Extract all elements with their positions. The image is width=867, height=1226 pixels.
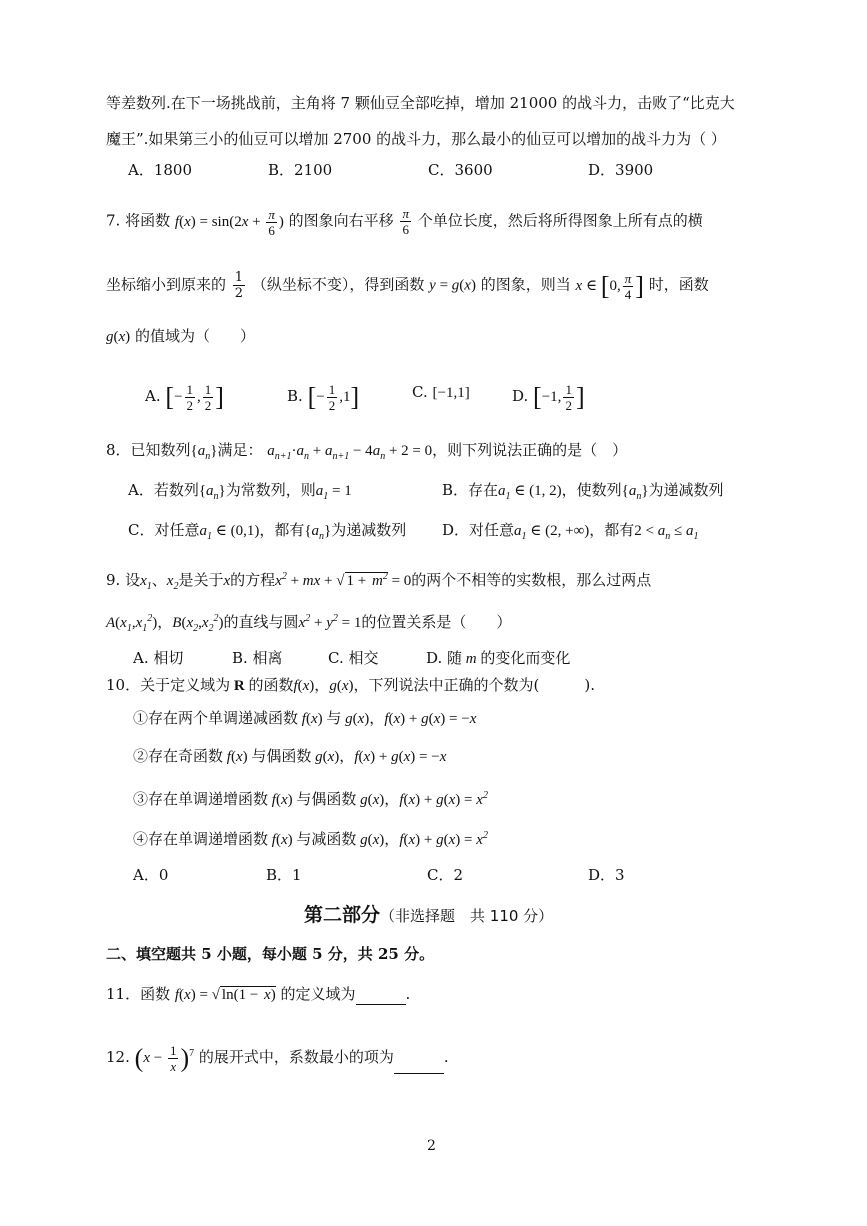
page-number: 2 <box>427 1138 436 1154</box>
q8-option-a-text-b: 为常数列，则 <box>225 481 316 499</box>
q9-stem <box>106 567 651 597</box>
q6-option-a: A．1800 <box>128 161 193 179</box>
q9-option-b: B. 相离 <box>232 649 283 667</box>
q7-g-x: g(x) <box>106 329 131 345</box>
q9-option-d-tail: 的变化而变化 <box>480 649 571 667</box>
q8-option-d-text-a: D．对任意 <box>442 521 515 539</box>
q7-option-b <box>287 382 359 413</box>
part2-heading <box>304 900 553 927</box>
q8-option-b <box>442 480 724 507</box>
q7-option-d-math: [−1, $\frac{1}{2}$ ] <box>533 382 585 413</box>
q10-item1-text: ①存在两个单调递减函数 <box>133 709 299 727</box>
q10-f: f(x) <box>293 678 315 694</box>
q8-option-d-text-b: ，都有 <box>589 521 635 539</box>
q8-seq: $\{a_n\}$ <box>190 443 218 462</box>
q9-stem-b: 、 <box>151 571 167 589</box>
q7-option-b-label: B. <box>287 386 303 405</box>
q9-stem-a: 9. 设 <box>106 571 141 589</box>
q6-text-line1: 等差数列.在下一场挑战前，主角将 7 颗仙豆全部吃掉，增加 21000 的战斗力，击败了“比克大 <box>106 94 735 112</box>
q10-item4-eq: $f(x) + g(x) = x^2$ <box>399 830 488 848</box>
q9-line2 <box>106 609 511 639</box>
q7-option-c-math: [−1,1] <box>432 385 470 401</box>
q10-item1-eq: f(x) + g(x) = −x <box>384 711 477 727</box>
q8-option-b-text-c: 为递减数列 <box>648 481 724 499</box>
q8-option-c-seq: $\{a_n\}$ <box>304 523 332 542</box>
q7-option-b-math: [− $\frac{1}{2}$ ,1] <box>307 382 360 413</box>
q11-answer-blank[interactable] <box>356 990 406 1005</box>
q10-item4-text: ④存在单调递增函数 <box>133 830 269 848</box>
q7-line1 <box>106 206 703 238</box>
q9-option-d-label: D. 随 <box>426 649 463 667</box>
q8-option-b-text-a: B．存在 <box>442 481 499 499</box>
q6-option-b: B．2100 <box>268 161 333 179</box>
q8-option-c-text-c: 为递减数列 <box>331 521 407 539</box>
q9-line2-a: ， <box>157 613 173 631</box>
q11 <box>106 984 410 1005</box>
q7-g-def: y = g(x) <box>429 277 476 294</box>
q10-item1-with: 与 <box>326 709 342 727</box>
q10-stem-c: ， <box>314 676 330 694</box>
q10-stem-d: ，下列说法中正确的个数为( ). <box>353 676 595 694</box>
q7-text-c: 个单位长度，然后将所得图象上所有点的横 <box>417 211 703 230</box>
q11-period: . <box>405 985 411 1003</box>
q9-equation: $x^2$ + mx + √ $1 + m^2 = 0$ <box>275 571 412 589</box>
q7-option-d-label: D. <box>512 386 529 405</box>
q9-stem-c: 是关于 <box>178 571 224 589</box>
q8-recurrence: $a_{n+1}\cdot a_n + a_{n+1} - 4a_n + 2 = 0$ <box>267 443 433 462</box>
q9-point-b: $B(x_2,x_2^2)$ <box>172 613 224 634</box>
q8-option-a-text-a: A．若数列 <box>128 481 199 499</box>
q9-stem-e: 的两个不相等的实数根，那么过两点 <box>411 571 652 589</box>
q8-option-d <box>442 520 699 547</box>
part2-subtitle: （非选择题 共 110 分） <box>380 907 554 925</box>
q10-option-d: D．3 <box>588 866 625 884</box>
q11-formula: f(x) = √ ln(1 − x) <box>174 987 276 1003</box>
q10-item3: ③存在单调递增函数 f(x) 与偶函数 g(x)，$f(x) + g(x) = x^2$ <box>133 790 488 808</box>
q10-stem: 10．关于定义域为 R 的函数f(x)，g(x)，下列说法中正确的个数为( ). <box>106 676 595 694</box>
q11-text-b: 的定义域为 <box>280 985 356 1003</box>
q9-circle: $x^2 + y^2 = 1$ <box>298 613 362 631</box>
q10-stem-a: 10．关于定义域为 <box>106 676 231 694</box>
q10-g: g(x) <box>329 678 354 694</box>
q9-point-a: $A(x_1,x_1^2)$ <box>106 613 158 634</box>
q7-option-a <box>145 382 224 413</box>
q6-option-d: D．3900 <box>588 161 654 179</box>
q8-option-c-text-b: ，都有 <box>259 521 305 539</box>
q10-item3-f: f(x) <box>268 792 293 808</box>
q8-stem <box>106 440 627 467</box>
q10-item2-eq: f(x) + g(x) = −x <box>354 749 447 765</box>
q8-option-d-ineq: $2 < a_n \le a_1$ <box>634 523 699 542</box>
q8-option-b-seq: $\{a_n\}$ <box>621 483 649 502</box>
q8-stem-c: ，则下列说法正确的是（ ） <box>432 441 628 459</box>
q10-option-c: C．2 <box>427 866 464 884</box>
q12-period: . <box>443 1047 449 1066</box>
q7-line3 <box>106 326 255 347</box>
q8-option-c <box>128 520 406 547</box>
q6-option-c: C．3600 <box>428 161 493 179</box>
q11-text-a: 11．函数 <box>106 985 171 1003</box>
q12-answer-blank[interactable] <box>394 1059 444 1074</box>
q7-option-a-label: A. <box>145 386 161 405</box>
q7-line2-c: 的图象，则当 <box>480 275 571 294</box>
q10-item2: ②存在奇函数 f(x) 与偶函数 g(x)，f(x) + g(x) = −x <box>133 747 447 765</box>
q10-item1-f: f(x) <box>298 711 323 727</box>
q9-option-c: C. 相交 <box>328 649 379 667</box>
q7-option-a-math: [− $\frac{1}{2}$ , $\frac{1}{2}$ ] <box>165 382 224 413</box>
q10-item4-g: g(x) <box>356 832 385 848</box>
q10-item2-f: f(x) <box>223 749 248 765</box>
q7-option-c-label: C. <box>412 383 428 401</box>
q10-option-a: A．0 <box>133 866 169 884</box>
q9-line2-c: 的位置关系是（ ） <box>361 613 512 631</box>
q7-interval: x ∈ [0, $\frac{\pi}{4}$ ] <box>575 270 644 302</box>
q7-line3-text: 的值域为（ ） <box>134 327 255 345</box>
q8-option-a-seq: $\{a_n\}$ <box>198 483 226 502</box>
q9-x1: $x_1$ <box>140 573 152 592</box>
part2-title: 第二部分 <box>304 904 381 926</box>
q7-text-b: 的图象向右平移 <box>288 211 394 230</box>
q8-option-a <box>128 480 352 507</box>
q10-item3-text: ③存在单调递增函数 <box>133 790 269 808</box>
q8-option-c-math: $a_1$ ∈ (0,1) <box>199 523 260 542</box>
q10-item4: ④存在单调递增函数 f(x) 与减函数 g(x)，$f(x) + g(x) = x^2$ <box>133 830 488 848</box>
q10-item4-f: f(x) <box>268 832 293 848</box>
q10-item1: ①存在两个单调递减函数 f(x) 与 g(x)，f(x) + g(x) = −x <box>133 709 477 727</box>
q10-item3-with: 与偶函数 <box>296 790 357 808</box>
q9-option-d-m: m <box>462 651 481 667</box>
q8-stem-a: 8．已知数列 <box>106 441 191 459</box>
q7-half-fraction: $\frac{1}{2}$ <box>234 270 244 301</box>
q7-function-formula: f(x) = sin(2x + $\frac{\pi}{6}$ ) <box>174 206 284 238</box>
q9-x: x <box>223 573 231 589</box>
q8-option-b-text-b: ，使数列 <box>561 481 622 499</box>
q10-item3-g: g(x) <box>356 792 385 808</box>
q7-line2 <box>106 270 709 302</box>
q8-option-b-math: $a_1$ ∈ (1, 2) <box>498 483 562 502</box>
q12-number: 12. <box>106 1047 130 1066</box>
q9-stem-d: 的方程 <box>230 571 276 589</box>
q9-line2-b: 的直线与圆 <box>223 613 299 631</box>
q10-item2-with: 与偶函数 <box>251 747 312 765</box>
q8-option-c-text-a: C．对任意 <box>128 521 200 539</box>
q9-option-d <box>426 648 570 669</box>
q7-line2-b: （纵坐标不变），得到函数 <box>251 275 425 294</box>
q7-shift-fraction: $\frac{\pi}{6}$ <box>402 206 409 237</box>
q10-stem-b: 的函数 <box>248 676 294 694</box>
q7-text-a: 将函数 <box>125 211 171 230</box>
q7-option-d <box>512 382 585 413</box>
q12 <box>106 1043 449 1074</box>
q12-text: 的展开式中，系数最小的项为 <box>198 1047 394 1066</box>
q6-text-line2: 魔王”.如果第三小的仙豆可以增加 2700 的战斗力，那么最小的仙豆可以增加的战斗力为（ ） <box>106 130 726 148</box>
q7-line2-a: 坐标缩小到原来的 <box>106 275 227 294</box>
q8-option-d-math: $a_1$ ∈ (2, +∞) <box>514 523 590 542</box>
q7-number: 7. <box>106 211 121 230</box>
q10-option-b: B．1 <box>266 866 302 884</box>
q9-x2: $x_2$ <box>166 573 179 592</box>
q9-option-a: A. 相切 <box>133 649 184 667</box>
q12-formula: (x − $\frac{1}{x}$ )$^7$ <box>134 1043 195 1074</box>
q10-item1-g: g(x) <box>341 711 370 727</box>
q8-option-a-math: $a_1 = 1$ <box>315 483 352 502</box>
q10-item2-text: ②存在奇函数 <box>133 747 224 765</box>
q7-option-c <box>412 382 470 403</box>
q10-item3-eq: $f(x) + g(x) = x^2$ <box>399 790 488 808</box>
q7-line2-d: 时，函数 <box>648 275 709 294</box>
q8-stem-b: 满足： <box>217 441 263 459</box>
q10-item2-g: g(x) <box>311 749 340 765</box>
fill-heading: 二、填空题共 5 小题，每小题 5 分，共 25 分。 <box>106 945 435 963</box>
q10-item4-with: 与减函数 <box>296 830 357 848</box>
